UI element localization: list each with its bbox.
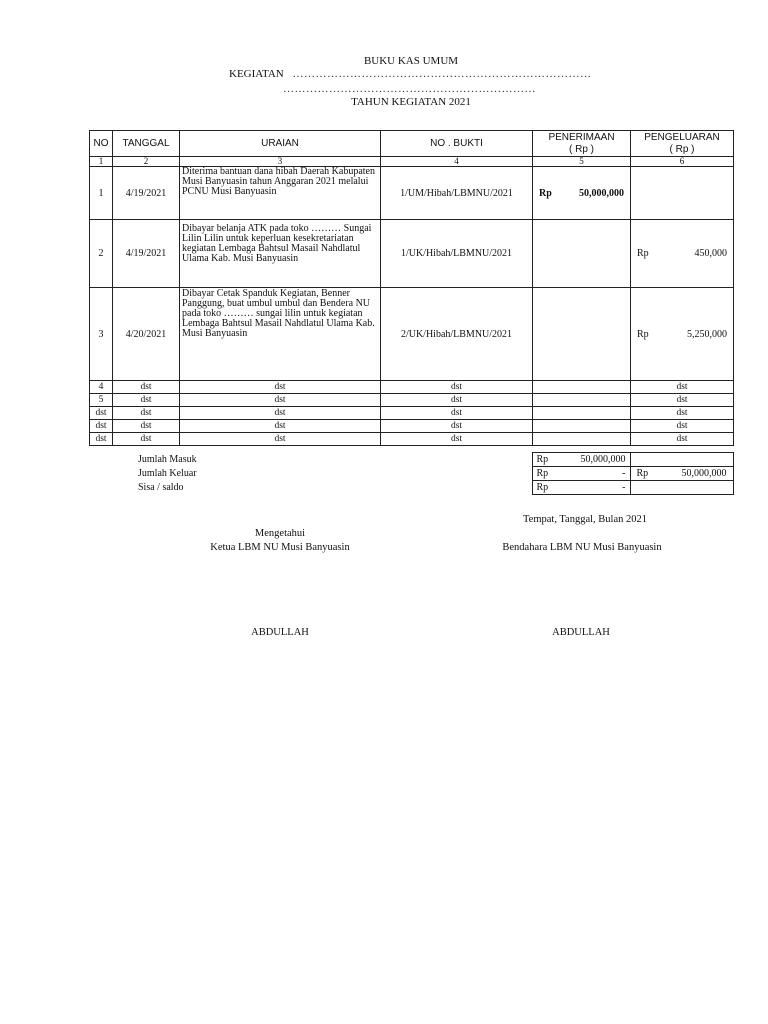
sisa-saldo-label: Sisa / saldo	[138, 482, 184, 493]
amount: 5,250,000	[687, 328, 727, 340]
row-penerimaan	[533, 433, 631, 446]
row-tanggal: 4/19/2021	[113, 167, 180, 220]
col-uraian: URAIAN	[180, 131, 381, 157]
col-number: 3	[180, 157, 381, 167]
table-row	[90, 220, 734, 288]
row-penerimaan	[533, 220, 631, 288]
row-bukti: dst	[381, 420, 533, 433]
amount: -	[622, 482, 626, 493]
place-date: Tempat, Tanggal, Bulan 2021	[522, 514, 648, 525]
kegiatan-line	[229, 68, 591, 80]
amount: 50,000,000	[579, 187, 624, 199]
row-no: 5	[90, 394, 113, 407]
row-no: 2	[90, 220, 113, 288]
table-row	[90, 433, 734, 446]
row-penerimaan	[533, 167, 631, 220]
ledger-table	[89, 130, 734, 446]
jumlah-masuk-label: Jumlah Masuk	[138, 454, 197, 465]
row-pengeluaran: dst	[631, 433, 734, 446]
row-pengeluaran: dst	[631, 420, 734, 433]
table-row	[90, 407, 734, 420]
row-uraian: Diterima bantuan dana hibah Daerah Kabupaten Musi Banyuasin tahun Anggaran 2021 melalui PCNU Musi Banyuasin	[180, 167, 381, 220]
row-pengeluaran	[631, 288, 734, 381]
jumlah-masuk-pengeluaran	[630, 453, 733, 467]
col-penerimaan	[533, 131, 631, 157]
table-row	[90, 167, 734, 220]
sisa-saldo-value	[532, 481, 630, 495]
document-title: BUKU KAS UMUM	[363, 55, 459, 67]
summary-sisa-row	[89, 481, 733, 495]
row-uraian: dst	[180, 433, 381, 446]
row-tanggal: dst	[113, 420, 180, 433]
col-number: 4	[381, 157, 533, 167]
currency-label: Rp	[637, 248, 649, 259]
row-pengeluaran	[631, 167, 734, 220]
row-no: dst	[90, 433, 113, 446]
column-number-row	[90, 157, 734, 167]
row-penerimaan	[533, 420, 631, 433]
row-tanggal: dst	[113, 433, 180, 446]
col-tanggal: TANGGAL	[113, 131, 180, 157]
table-row	[90, 394, 734, 407]
row-tanggal: dst	[113, 407, 180, 420]
row-no: dst	[90, 420, 113, 433]
summary-masuk-row	[89, 453, 733, 467]
row-bukti: dst	[381, 394, 533, 407]
row-bukti: dst	[381, 381, 533, 394]
row-bukti: dst	[381, 407, 533, 420]
row-bukti: 2/UK/Hibah/LBMNU/2021	[381, 288, 533, 381]
row-uraian: dst	[180, 381, 381, 394]
row-penerimaan	[533, 288, 631, 381]
currency-label: Rp	[637, 328, 649, 340]
jumlah-masuk-value	[532, 453, 630, 467]
row-pengeluaran	[631, 220, 734, 288]
mengetahui-label: Mengetahui	[254, 528, 306, 539]
currency-label: Rp	[536, 482, 549, 493]
tahun-kegiatan: TAHUN KEGIATAN 2021	[351, 96, 471, 108]
summary-keluar-row	[89, 467, 733, 481]
col-number: 2	[113, 157, 180, 167]
col-penerimaan-unit: ( Rp )	[569, 143, 594, 155]
row-uraian: dst	[180, 407, 381, 420]
col-pengeluaran-unit: ( Rp )	[669, 143, 695, 155]
amount: 50,000,000	[681, 468, 727, 479]
row-no: dst	[90, 407, 113, 420]
col-pengeluaran-label: PENGELUARAN	[644, 131, 720, 143]
amount: -	[622, 468, 626, 479]
table-row	[90, 420, 734, 433]
ledger-header-row	[90, 131, 734, 157]
row-no: 3	[90, 288, 113, 381]
bendahara-name: ABDULLAH	[552, 627, 610, 638]
row-tanggal: dst	[113, 394, 180, 407]
col-number: 6	[631, 157, 734, 167]
row-no: 4	[90, 381, 113, 394]
amount: 450,000	[694, 248, 727, 259]
kegiatan-dots: ……………………………………………………………………	[292, 68, 592, 80]
row-bukti: dst	[381, 433, 533, 446]
row-pengeluaran: dst	[631, 394, 734, 407]
row-penerimaan	[533, 381, 631, 394]
jumlah-keluar-value	[532, 467, 630, 481]
sisa-saldo-pengeluaran	[630, 481, 733, 495]
bendahara-role: Bendahara LBM NU Musi Banyuasin	[502, 542, 662, 553]
row-uraian: Dibayar belanja ATK pada toko ……… Sungai Lilin Lilin untuk keperluan kesekretariatan kegiatan Lembaga Bahtsul Masail Nahdlatul Ulama Kab. Musi Banyuasin	[180, 220, 381, 288]
kegiatan-dots-second: …………………………………………………………	[283, 83, 536, 95]
jumlah-keluar-pengeluaran	[630, 467, 733, 481]
ketua-role: Ketua LBM NU Musi Banyuasin	[210, 542, 350, 553]
table-row	[90, 288, 734, 381]
row-pengeluaran: dst	[631, 407, 734, 420]
amount: 50,000,000	[580, 454, 626, 465]
row-pengeluaran: dst	[631, 381, 734, 394]
col-pengeluaran	[631, 131, 734, 157]
table-row	[90, 381, 734, 394]
currency-label: Rp	[536, 454, 549, 465]
row-tanggal: 4/20/2021	[113, 288, 180, 381]
row-bukti: 1/UK/Hibah/LBMNU/2021	[381, 220, 533, 288]
col-number: 1	[90, 157, 113, 167]
row-penerimaan	[533, 407, 631, 420]
col-number: 5	[533, 157, 631, 167]
col-penerimaan-label: PENERIMAAN	[548, 131, 615, 143]
row-tanggal: 4/19/2021	[113, 220, 180, 288]
row-uraian: dst	[180, 420, 381, 433]
row-uraian: dst	[180, 394, 381, 407]
col-no: NO	[90, 131, 113, 157]
jumlah-keluar-label: Jumlah Keluar	[138, 468, 197, 479]
kegiatan-label: KEGIATAN	[229, 68, 284, 80]
row-tanggal: dst	[113, 381, 180, 394]
summary-table	[89, 452, 734, 495]
ketua-name: ABDULLAH	[251, 627, 309, 638]
row-uraian: Dibayar Cetak Spanduk Kegiatan, Benner Panggung, buat umbul umbul dan Bendera NU pada toko ……… sungai lilin untuk kegiatan Lembaga Bahtsul Masail Nahdlatul Ulama Kab. Musi Banyuasin	[180, 288, 381, 381]
row-penerimaan	[533, 394, 631, 407]
col-bukti: NO . BUKTI	[381, 131, 533, 157]
row-no: 1	[90, 167, 113, 220]
currency-label: Rp	[536, 468, 549, 479]
currency-label: Rp	[636, 468, 649, 479]
row-bukti: 1/UM/Hibah/LBMNU/2021	[381, 167, 533, 220]
currency-label: Rp	[539, 187, 552, 199]
